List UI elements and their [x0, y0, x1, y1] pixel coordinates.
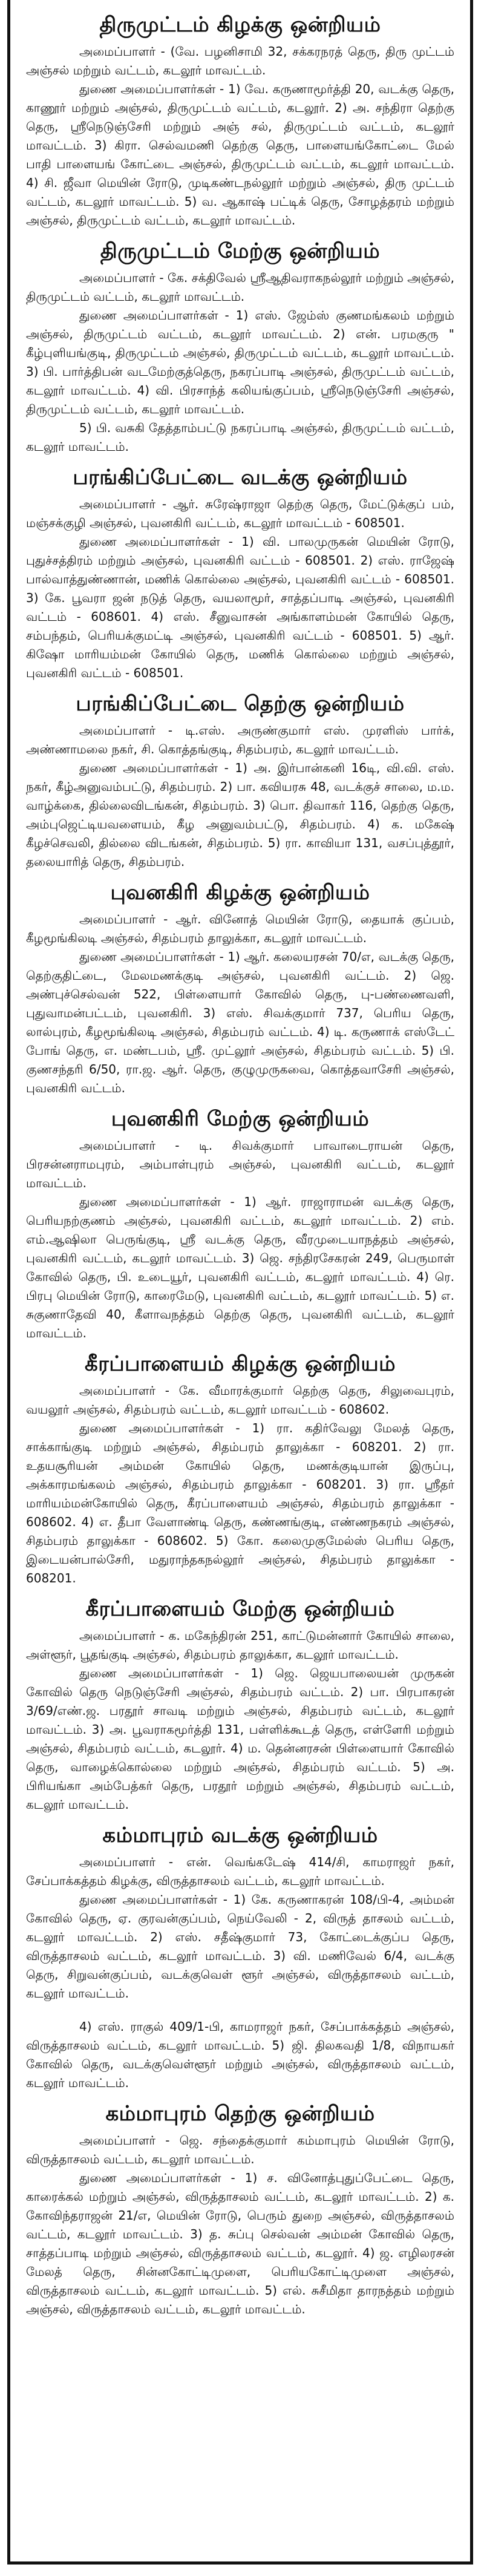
organizer-paragraph: அமைப்பாளர் - டி.எஸ். அருண்குமார் எஸ். முரளிஸ் பார்க், அண்ணாமலை நகர், சி. கொத்தங்குடி, சிதம்பரம், கடலூர் மாவட்டம். [26, 723, 454, 756]
section-heading: கம்மாபுரம் தெற்கு ஒன்றியம் [105, 2102, 375, 2126]
deputy-organizers-paragraph: துணை அமைப்பாளர்கள் - 1) வி. பாலமுருகன் மெயின் ரோடு, புதுச்சத்திரம் மற்றும் அஞ்சல், புவனகிரி வட்டம் - 608501. 2) எஸ். ராஜேஷ் பால்வாத்துண்ணான், மணிக் கொல்லை அஞ்சல், புவனகிரி வட்டம் - 608501. 3) கே. பூவரா ஜன் நடுத் தெரு, வயலாமூர், சாத்தப்பாடி அஞ்சல், புவனகிரி வட்டம் - 608601. 4) எஸ். சீனுவாசன் அங்காளம்மன் கோயில் தெரு, சம்பந்தம், பெரியக்குமட்டி அஞ்சல், புவனகிரி வட்டம் - 608501. 5) ஆர். கிஷோ மாரியம்மன் கோயில் தெரு, மணிக் கொல்லை மற்றும் அஞ்சல், புவனகிரி வட்டம் - 608501. [26, 534, 454, 680]
section-heading: திருமுட்டம் மேற்கு ஒன்றியம் [100, 239, 381, 263]
section-heading: கீரப்பாளையம் கிழக்கு ஒன்றியம் [85, 1352, 396, 1376]
section-heading: பரங்கிப்பேட்டை தெற்கு ஒன்றியம் [76, 692, 405, 716]
section-heading: கம்மாபுரம் வடக்கு ஒன்றியம் [102, 1823, 378, 1847]
union-section [26, 1350, 454, 1588]
deputy-organizers-paragraph: துணை அமைப்பாளர்கள் - 1) வே. கருணாமூர்த்தி 20, வடக்கு தெரு, காணூர் மற்றும் அஞ்சல், திருமுட்டம் வட்டம், கடலூர். 2) அ. சந்திரா தெற்கு தெரு, ஸ்ரீநெடுஞ்சேரி மற்றும் அஞ் சல், திருமுட்டம் வட்டம், கடலூர் மாவட்டம். 3) கிரா. செல்வமணி தெற்கு தெரு, பாளையங்கோட்டை மேல் பாதி பாளையங் கோட்டை அஞ்சல், திருமுட்டம் வட்டம், கடலூர் மாவட்டம். 4) சி. ஜீவா மெயின் ரோடு, முடிகண்டநல்லூர் மற்றும் அஞ்சல், திரு முட்டம் வட்டம், கடலூர் மாவட்டம். 5) வ. ஆகாஷ் பட்டிக் தெரு, சோழத்தரம் மற்றும் அஞ்சல், திருமுட்டம் வட்டம், கடலூர் மாவட்டம். [26, 82, 454, 228]
deputy-organizers-paragraph: துணை அமைப்பாளர்கள் - 1) கே. கருணாகரன் 108/பி-4, அம்மன் கோவில் தெரு, ஏ. குரவன்குப்பம், நெய்வேலி - 2, விருத் தாசலம் வட்டம், கடலூர் மாவட்டம். 2) எஸ். சதீஷ்குமார் 73, கோட்டைக்குப்ப தெரு, விருத்தாசலம் வட்டம், கடலூர் மாவட்டம். 3) வி. மணிவேல் 6/4, வடக்கு தெரு, சிறுவன்குப்பம், வடக்குவெள் ளூர் அஞ்சல், விருத்தாசலம் வட்டம், கடலூர் மாவட்டம். [26, 1892, 454, 2001]
section-heading: திருமுட்டம் கிழக்கு ஒன்றியம் [99, 13, 381, 37]
union-section [26, 237, 454, 456]
union-section [26, 1821, 454, 2093]
deputy-organizers-paragraph: துணை அமைப்பாளர்கள் - 1) எஸ். ஜேம்ஸ் குணமங்கலம் மற்றும் அஞ்சல், திருமுட்டம் வட்டம், கடலூர் மாவட்டம். 2) என். பரமகுரு " கீழ்புளியங்குடி, திருமுட்டம் அஞ்சல், திருமுட்டம் வட்டம், கடலூர் மாவட்டம். 3) பி. பார்த்திபன் வடமேற்குத்தெரு, நகரப்பாடி அஞ்சல், திருமுட்டம் வட்டம், கடலூர் மாவட்டம். 4) வி. பிரசாந்த் கலியங்குப்பம், ஸ்ரீநெடுஞ்சேரி அஞ்சல், திருமுட்டம் வட்டம், கடலூர் மாவட்டம். [26, 308, 454, 416]
deputy-organizers-paragraph: 4) எஸ். ராகுல் 409/1-பி, காமராஜர் நகர், சேப்பாக்கத்தம் அஞ்சல், விருத்தாசலம் வட்டம், கடலூர் மாவட்டம். 5) ஜி. திலகவதி 1/8, விநாயகர் கோவில் தெரு, வடக்குவெள்ளூர் மற்றும் அஞ்சல், விருத்தாசலம் வட்டம், கடலூர் மாவட்டம். [26, 2019, 454, 2090]
section-heading: பரங்கிப்பேட்டை வடக்கு ஒன்றியம் [73, 465, 408, 490]
deputy-organizers-paragraph: 5) பி. வசுகி தேத்தாம்பட்டு நகரப்பாடி அஞ்சல், திருமுட்டம் வட்டம், கடலூர் மாவட்டம். [26, 421, 454, 454]
organizer-paragraph: அமைப்பாளர் - கே. வீமாரக்குமார் தெற்கு தெரு, சிலுவைபுரம், வயலூர் அஞ்சல், சிதம்பரம் வட்டம், கடலூர் மாவட்டம் - 608602. [26, 1383, 454, 1417]
section-heading: புவனகிரி மேற்கு ஒன்றியம் [111, 1107, 370, 1131]
organizer-paragraph: அமைப்பாளர் - ஜெ. சந்தைக்குமார் கம்மாபுரம் மெயின் ரோடு, விருத்தாசலம் வட்டம், கடலூர் மாவட்டம். [26, 2133, 454, 2166]
organizer-paragraph: அமைப்பாளர் - டி. சிவக்குமார் பாவாடைராயன் தெரு, பிரசன்னராமபுரம், அம்பாள்புரம் அஞ்சல், புவனகிரி வட்டம், கடலூர் மாவட்டம். [26, 1138, 454, 1190]
section-heading: கீரப்பாளையம் மேற்கு ஒன்றியம் [85, 1597, 395, 1621]
organizer-paragraph: அமைப்பாளர் - க. மகேந்திரன் 251, காட்டுமன்னார் கோயில் சாலை, அள்ளூர், பூதங்குடி அஞ்சல், சிதம்பரம் தாலுக்கா, கடலூர் மாவட்டம். [26, 1628, 454, 1662]
deputy-organizers-paragraph: துணை அமைப்பாளர்கள் - 1) ஜெ. ஜெயபாலையன் முருகன் கோவில் தெரு நெடுஞ்சேரி அஞ்சல், சிதம்பரம் வட்டம். 2) பா. பிரபாகரன் 3/69/எண்.ஜ. பரதூர் சாவடி மற்றும் அஞ்சல், சிதம்பரம் வட்டம், கடலூர் மாவட்டம். 3) அ. பூவராகமூர்த்தி 131, பள்ளிக்கூடத் தெரு, எள்ளேரி மற்றும் அஞ்சல், சிதம்பரம் வட்டம், கடலூர். 4) ம. தென்னரசன் பிள்ளையார் கோவில் தெரு, வாழைக்கொல்லை மற்றும் அஞ்சல், சிதம்பரம் வட்டம். 5) அ. பிரியங்கா அம்பேத்கர் தெரு, பரதூர் மற்றும் அஞ்சல், சிதம்பரம் வட்டம், கடலூர் மாவட்டம். [26, 1666, 454, 1812]
organizer-paragraph: அமைப்பாளர் - (வே. பழனிசாமி 32, சக்கரநரத் தெரு, திரு முட்டம் அஞ்சல் மற்றும் வட்டம், கடலூர் மாவட்டம். [26, 44, 454, 77]
deputy-organizers-paragraph: துணை அமைப்பாளர்கள் - 1) அ. இர்பான்கனி 16டி, வி.வி. எஸ். நகர், கீழ்அனுவம்பட்டு, சிதம்பரம். 2) பா. கவியரசு 48, வடக்குச் சாலை, ம.ம. வாழ்க்கை, தில்லைவிடங்கன், சிதம்பரம். 3) பொ. திவாகர் 116, தெற்கு தெரு, அம்புஜெட்டியவளையம், கீழ அனுவம்பட்டு, சிதம்பரம். 4) க. மகேஷ் கீழச்செவலி, தில்லை விடங்கன், சிதம்பரம். 5) ரா. காவியா 131, வசப்புத்தூர், தலையாரித் தெரு, சிதம்பரம். [26, 761, 454, 869]
organizer-paragraph: அமைப்பாளர் - என். வெங்கடேஷ் 414/சி, காமராஜர் நகர், சேப்பாக்கத்தம் கிழக்கு, விருத்தாசலம் வட்டம், கடலூர் மாவட்டம். [26, 1855, 454, 1888]
deputy-organizers-paragraph: துணை அமைப்பாளர்கள் - 1) ஆர். ராஜாராமன் வடக்கு தெரு, பெரியநற்குணம் அஞ்சல், புவனகிரி வட்டம், கடலூர் மாவட்டம். 2) எம். எம்.ஆஷிலா பெருங்குடி, ஸ்ரீ வடக்கு தெரு, வீரமுடையாநத்தம் அஞ்சல், புவனகிரி வட்டம், கடலூர் மாவட்டம். 3) ஜெ. சந்திரசேகரன் 249, பெருமாள் கோவில் தெரு, பி. உடையூர், புவனகிரி வட்டம், கடலூர் மாவட்டம். 4) ரெ. பிரபு மெயின் ரோடு, காரைமேடு, புவனகிரி வட்டம், கடலூர் மாவட்டம். 5) எ. சுகுணாதேவி 40, கீளாவநத்தம் தெற்கு தெரு, புவனகிரி வட்டம், கடலூர் மாவட்டம். [26, 1195, 454, 1340]
union-section [26, 464, 454, 683]
union-section [26, 879, 454, 1098]
organizer-paragraph: அமைப்பாளர் - ஆர். சுரேஷ்ராஜா தெற்கு தெரு, மேட்டுக்குப் பம், மஞ்சக்குழி அஞ்சல், புவனகிரி வட்டம், கடலூர் மாவட்டம் - 608501. [26, 497, 454, 530]
organizer-paragraph: அமைப்பாளர் - கே. சக்திவேல் ஸ்ரீஆதிவராகநல்லூர் மற்றும் அஞ்சல், திருமுட்டம் வட்டம், கடலூர் மாவட்டம். [26, 270, 454, 304]
deputy-organizers-paragraph: துணை அமைப்பாளர்கள் - 1) ச. வினோத்புதுப்பேட்டை தெரு, காரைக்கல் மற்றும் அஞ்சல், விருத்தாசலம் வட்டம், கடலூர் மாவட்டம். 2) க. கோவிந்தராஜன் 21/எ, மெயின் ரோடு, பெரும் துறை அஞ்சல், விருத்தாசலம் வட்டம், கடலூர் மாவட்டம். 3) த. சுப்பு செல்வன் அம்மன் கோவில் தெரு, சாத்தப்பாடி மற்றும் அஞ்சல், விருத்தாசலம் வட்டம், கடலூர். 4) ஜ. எழிலரசன் மேலத் தெரு, சின்னகோட்டிமுளை, பெரியகோட்டிமுளை அஞ்சல், விருத்தாசலம் வட்டம், கடலூர் மாவட்டம். 5) எல். சுசீமிதா தாரநத்தம் மற்றும் அஞ்சல், விருத்தாசலம் வட்டம், கடலூர் மாவட்டம். [26, 2171, 454, 2316]
union-section [26, 690, 454, 871]
union-section [26, 2100, 454, 2319]
organizer-paragraph: அமைப்பாளர் - ஆர். வினோத் மெயின் ரோடு, தையாக் குப்பம், கீழமூங்கிலடி அஞ்சல், சிதம்பரம் தாலுக்கா, கடலூர் மாவட்டம். [26, 912, 454, 945]
union-section [26, 11, 454, 230]
newspaper-page [7, 0, 473, 2565]
section-heading: புவனகிரி கிழக்கு ஒன்றியம் [110, 880, 370, 905]
deputy-organizers-paragraph: துணை அமைப்பாளர்கள் - 1) ஆர். கலையரசன் 70/எ, வடக்கு தெரு, தெற்குதிட்டை, மேலமணக்குடி அஞ்சல், புவனகிரி வட்டம். 2) ஜெ. அண்புச்செல்வன் 522, பிள்ளையார் கோவில் தெரு, பு-பண்ணைவளி, புதுவாமன்பட்டம், புவனகிரி. 3) எஸ். சிவக்குமார் 737, பெரிய தெரு, லால்புரம், கீழமூங்கிலடி அஞ்சல், சிதம்பரம் வட்டம். 4) டி. கருணாக் எஸ்டேட் போங் தெரு, எ. மண்டபம், ஸ்ரீ. முட்லூர் அஞ்சல், சிதம்பரம் வட்டம். 5) பி. குணசந்தரி 6/50, ரா.ஜ. ஆர். தெரு, குழுமுருகவை, கொத்தவாசேரி அஞ்சல், புவனகிரி வட்டம். [26, 949, 454, 1095]
deputy-organizers-paragraph: துணை அமைப்பாளர்கள் - 1) ரா. கதிர்வேலு மேலத் தெரு, சாக்காங்குடி மற்றும் அஞ்சல், சிதம்பரம் தாலுக்கா - 608201. 2) ரா. உதயசூரியன் அம்மன் கோயில் தெரு, மணக்குடியான் இருப்பு, அக்காரமங்கலம் அஞ்சல், சிதம்பரம் தாலுக்கா - 608201. 3) ரா. ஸ்ரீதர் மாரியம்மன்கோயில் தெரு, கீரப்பாளையம் அஞ்சல், சிதம்பரம் தாலுக்கா - 608602. 4) எ. தீபா வேளாண்டி தெரு, கண்ணங்குடி, எண்ணநகரம் அஞ்சல், சிதம்பரம் தாலுக்கா - 608602. 5) கோ. கலைமுகுமேல்ஸ் பெரிய தெரு, இடையன்பால்சேரி, மதுராந்தகநல்லூர் அஞ்சல், சிதம்பரம் தாலுக்கா - 608201. [26, 1421, 454, 1585]
union-section [26, 1595, 454, 1814]
union-section [26, 1105, 454, 1343]
